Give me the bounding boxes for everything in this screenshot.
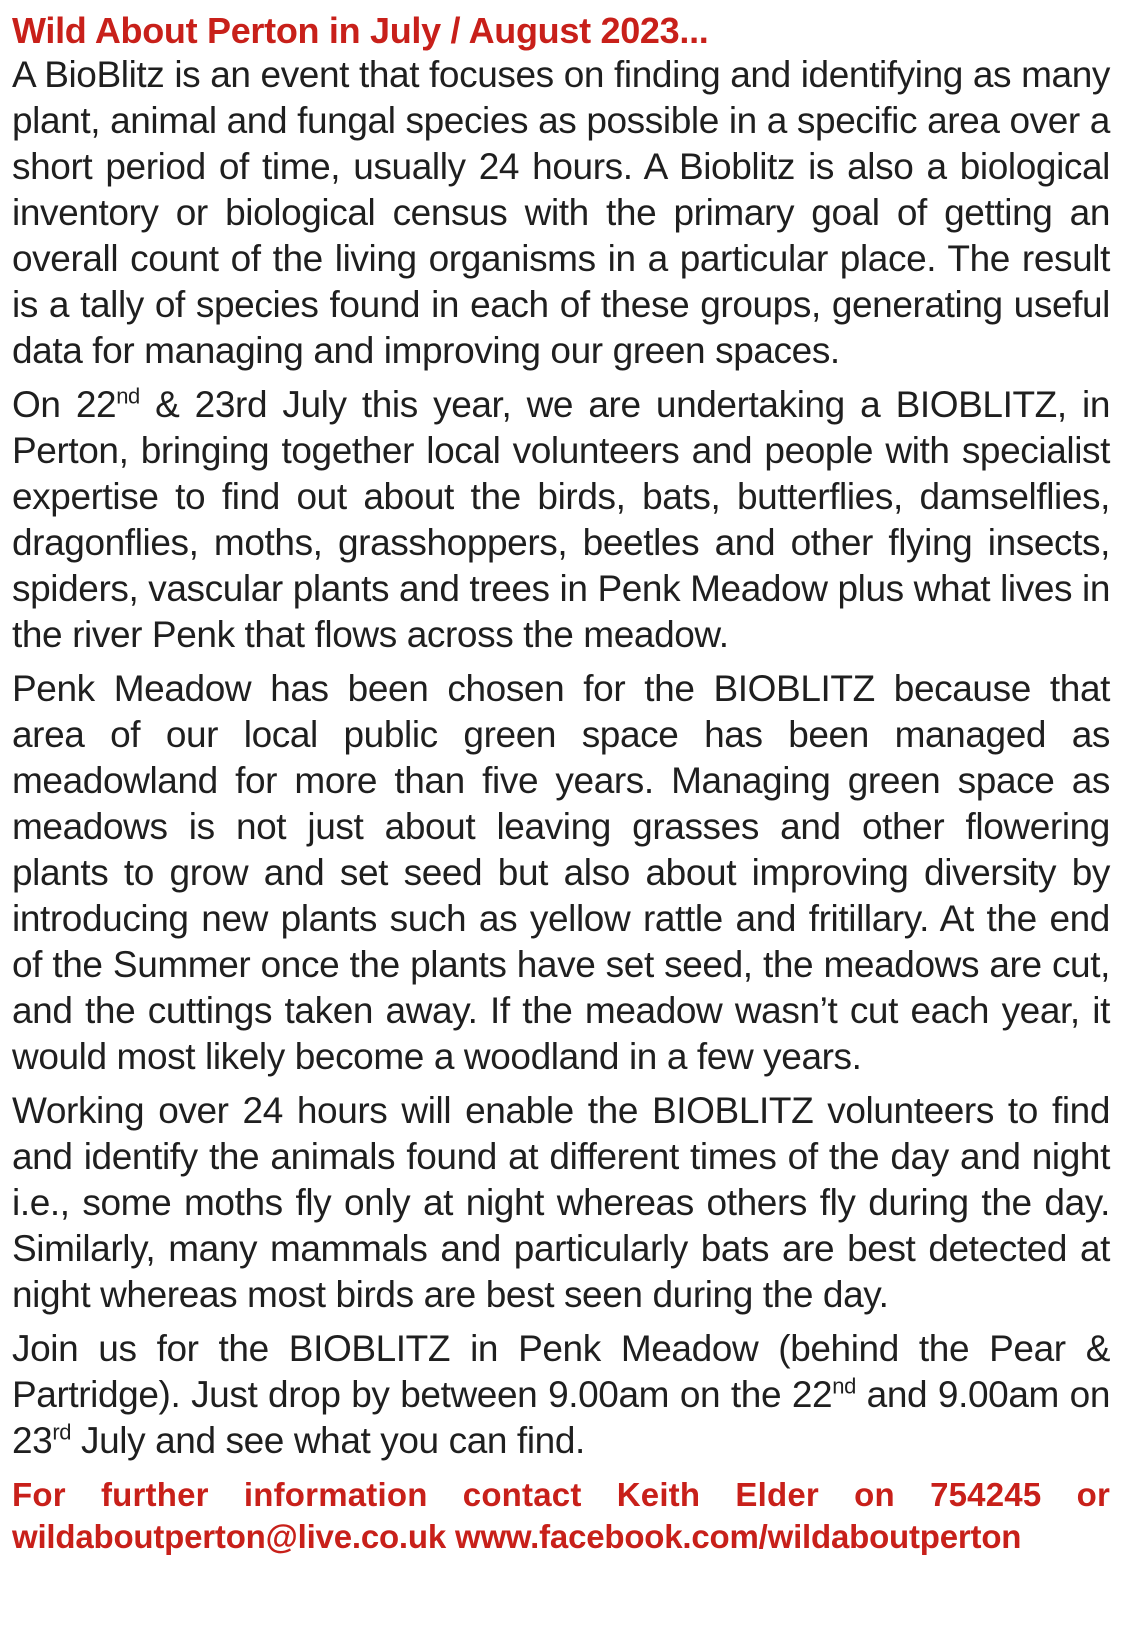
page-title: Wild About Perton in July / August 2023... [12, 10, 709, 51]
paragraph-bioblitz-definition: A BioBlitz is an event that focuses on finding and identifying as many plant, animal and fungal species as possible in a specific area over a short period of time, usually 24 hours. A Bioblitz is also a biological inventory or biological census with the primary goal of getting an overall count of the living organisms in a particular place. The result is a tally of species found in each of these groups, generating useful data for managing and improving our green spaces. [12, 54, 1110, 371]
paragraph-text: Join us for the BIOBLITZ in Penk Meadow (behind the Pear & Partridge). Just drop by between 9.00am on the 22 [12, 1328, 1110, 1415]
paragraph-penk-meadow: Penk Meadow has been chosen for the BIOBLITZ because that area of our local public green space has been managed as meadowland for more than five years. Managing green space as meadows is not just about leaving grasses and other flowering plants to grow and set seed but also about improving diversity by introducing new plants such as yellow rattle and fritillary. At the end of the Summer once the plants have set seed, the meadows are cut, and the cuttings taken away. If the meadow wasn’t cut each year, it would most likely become a woodland in a few years. [12, 668, 1110, 1077]
paragraph-text: July and see what you can find. [71, 1420, 585, 1461]
article [12, 10, 1110, 1558]
paragraph-text: and 9.00am on 23 [12, 1374, 1111, 1461]
paragraph-text: On 22 [12, 384, 117, 425]
contact-info: For further information contact Keith Elder on 754245 or [12, 1476, 1110, 1513]
paragraph-text: & 23rd July this year, we are undertaking a BIOBLITZ, in Perton, bringing together local volunteers and people with specialist expertise to find out about the birds, bats, butterflies, damselflies, dragonflies, moths, grasshoppers, beetles and other flying insects, spiders, vascular plants and trees in Penk Meadow plus what lives in the river Penk that flows across the meadow. [12, 384, 1110, 655]
ordinal-suffix: nd [116, 383, 140, 409]
ordinal-suffix: rd [52, 1419, 72, 1445]
paragraph-join-us [12, 1326, 1110, 1464]
paragraph-24-hours: Working over 24 hours will enable the BIOBLITZ volunteers to find and identify the animals found at different times of the day and night i.e., some moths fly only at night whereas others fly during the day. Similarly, many mammals and particularly bats are best detected at night whereas most birds are best seen during the day. [12, 1090, 1110, 1315]
ordinal-suffix: nd [832, 1373, 856, 1399]
contact-links[interactable]: wildaboutperton@live.co.uk www.facebook.com/wildaboutperton [12, 1518, 1022, 1555]
paragraph-event-dates [12, 382, 1110, 658]
